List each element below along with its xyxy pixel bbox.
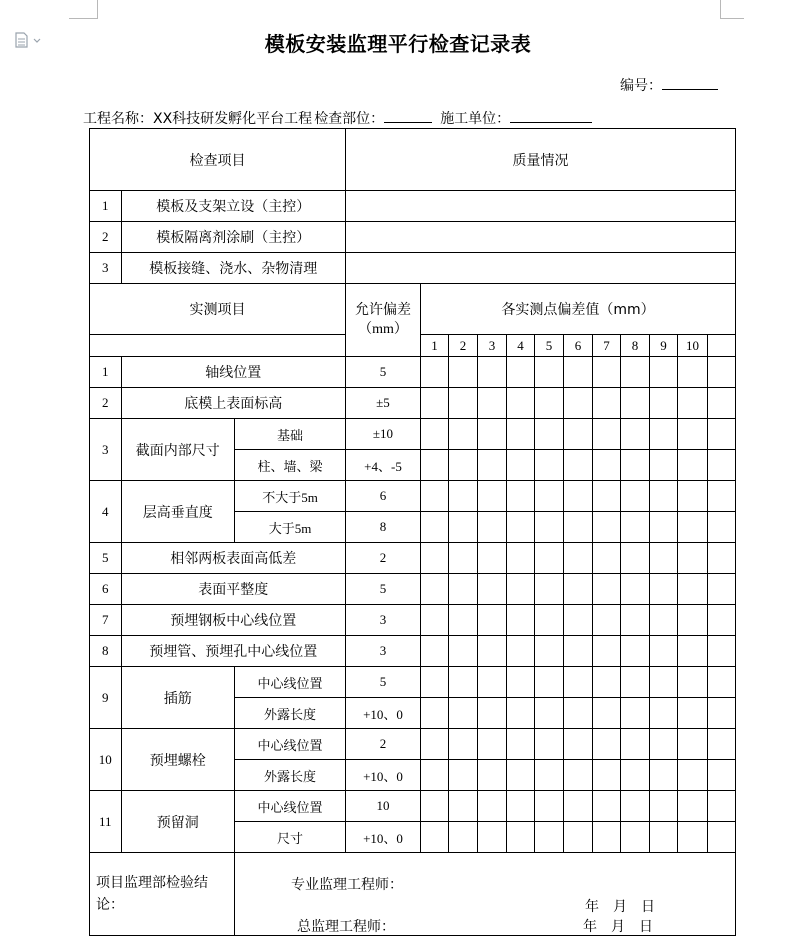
measure-value-cell[interactable] <box>650 605 678 636</box>
measure-row <box>90 636 736 667</box>
measure-item-label: 插筋 <box>121 667 234 729</box>
measure-value-cell[interactable] <box>650 822 678 853</box>
measure-row <box>90 667 736 698</box>
row-number: 11 <box>90 791 122 853</box>
measure-value-cell[interactable] <box>478 512 507 543</box>
measure-value-cell[interactable] <box>593 729 621 760</box>
measure-row <box>90 605 736 636</box>
measure-value-cell[interactable] <box>621 698 650 729</box>
measure-value-cell[interactable] <box>564 729 593 760</box>
measure-value-cell[interactable] <box>535 357 564 388</box>
measure-value-cell[interactable] <box>708 605 736 636</box>
measure-value-cell[interactable] <box>650 419 678 450</box>
measure-sub-item-label: 尺寸 <box>235 822 346 853</box>
chief-signature-label: 总监理工程师： <box>297 918 395 935</box>
measure-value-cell[interactable] <box>535 791 564 822</box>
row-number: 3 <box>90 253 122 284</box>
measure-item-label: 预埋管、预埋孔中心线位置 <box>121 636 345 667</box>
measure-value-cell[interactable] <box>593 822 621 853</box>
measure-value-cell[interactable] <box>449 698 478 729</box>
point-number: 9 <box>650 335 678 357</box>
tolerance-value: 3 <box>346 605 421 636</box>
page-title: 模板安装监理平行检查记录表 <box>264 32 532 56</box>
tolerance-value: +10、0 <box>346 822 421 853</box>
measure-sub-item-label: 不大于5m <box>235 481 346 512</box>
conclusion-label: 项目监理部检验结论： <box>90 853 235 936</box>
measure-value-cell[interactable] <box>421 636 449 667</box>
measure-value-cell[interactable] <box>564 636 593 667</box>
measure-item-label: 预埋螺栓 <box>121 729 234 791</box>
measure-value-cell[interactable] <box>449 667 478 698</box>
measure-value-cell[interactable] <box>507 822 535 853</box>
engineer-signature-label: 专业监理工程师： <box>291 876 403 893</box>
measure-value-cell[interactable] <box>421 822 449 853</box>
construction-unit-blank <box>510 110 592 123</box>
measure-value-cell[interactable] <box>449 481 478 512</box>
measure-value-cell[interactable] <box>564 450 593 481</box>
measure-value-cell[interactable] <box>593 760 621 791</box>
measure-value-cell[interactable] <box>507 543 535 574</box>
measure-value-cell[interactable] <box>507 698 535 729</box>
blank-cell <box>708 335 736 357</box>
measure-value-cell[interactable] <box>564 698 593 729</box>
measure-value-cell[interactable] <box>535 729 564 760</box>
measure-value-cell[interactable] <box>593 791 621 822</box>
measure-value-cell[interactable] <box>535 543 564 574</box>
measure-value-cell[interactable] <box>678 667 708 698</box>
measure-value-cell[interactable] <box>708 574 736 605</box>
measure-value-cell[interactable] <box>708 729 736 760</box>
measure-value-cell[interactable] <box>507 760 535 791</box>
measure-value-cell[interactable] <box>421 357 449 388</box>
measure-value-cell[interactable] <box>650 450 678 481</box>
measure-value-cell[interactable] <box>593 605 621 636</box>
measure-value-cell[interactable] <box>449 357 478 388</box>
measure-value-cell[interactable] <box>478 760 507 791</box>
measure-value-cell[interactable] <box>421 481 449 512</box>
point-number: 8 <box>621 335 650 357</box>
measure-row <box>90 419 736 450</box>
tolerance-value: 2 <box>346 543 421 574</box>
measure-row <box>90 357 736 388</box>
row-number: 3 <box>90 419 122 481</box>
measure-item-label: 轴线位置 <box>121 357 345 388</box>
measure-value-cell[interactable] <box>421 791 449 822</box>
quality-cell[interactable] <box>346 222 736 253</box>
measure-value-cell[interactable] <box>449 760 478 791</box>
measure-value-cell[interactable] <box>621 512 650 543</box>
measure-value-cell[interactable] <box>621 822 650 853</box>
measure-value-cell[interactable] <box>621 388 650 419</box>
measure-sub-item-label: 中心线位置 <box>235 729 346 760</box>
measure-value-cell[interactable] <box>478 419 507 450</box>
measure-value-cell[interactable] <box>507 667 535 698</box>
check-item-header: 检查项目 <box>90 129 346 191</box>
measure-value-cell[interactable] <box>621 760 650 791</box>
measure-value-cell[interactable] <box>449 636 478 667</box>
check-item-label: 模板接缝、浇水、杂物清理 <box>121 253 345 284</box>
measure-value-cell[interactable] <box>708 667 736 698</box>
row-number: 1 <box>90 191 122 222</box>
measure-value-cell[interactable] <box>507 388 535 419</box>
construction-unit-label: 施工单位： <box>440 111 511 127</box>
record-number-label: 编号： <box>620 78 662 94</box>
measure-sub-item-label: 中心线位置 <box>235 791 346 822</box>
measure-value-cell[interactable] <box>678 450 708 481</box>
engineer-date: 年 月 日 <box>585 898 655 915</box>
measure-value-cell[interactable] <box>593 481 621 512</box>
measure-value-cell[interactable] <box>621 450 650 481</box>
measure-value-cell[interactable] <box>478 574 507 605</box>
project-info <box>83 108 592 128</box>
point-number: 1 <box>421 335 449 357</box>
measure-item-label: 相邻两板表面高低差 <box>121 543 345 574</box>
measure-value-cell[interactable] <box>678 512 708 543</box>
measure-row <box>90 481 736 512</box>
measure-value-cell[interactable] <box>678 636 708 667</box>
measure-item-label: 截面内部尺寸 <box>121 419 234 481</box>
measure-value-cell[interactable] <box>449 729 478 760</box>
tolerance-value: 8 <box>346 512 421 543</box>
measure-value-cell[interactable] <box>650 574 678 605</box>
measure-value-cell[interactable] <box>708 791 736 822</box>
measure-value-cell[interactable] <box>650 791 678 822</box>
crop-mark <box>97 0 98 18</box>
measure-value-cell[interactable] <box>564 419 593 450</box>
measure-value-cell[interactable] <box>708 822 736 853</box>
measure-value-cell[interactable] <box>593 543 621 574</box>
quality-cell[interactable] <box>346 253 736 284</box>
measure-header-row <box>90 284 736 335</box>
inspect-part-blank <box>384 110 432 123</box>
measure-value-cell[interactable] <box>564 760 593 791</box>
measure-value-cell[interactable] <box>449 822 478 853</box>
measure-value-cell[interactable] <box>678 388 708 419</box>
tolerance-header-unit: （mm） <box>358 322 408 337</box>
tolerance-value: 2 <box>346 729 421 760</box>
measure-value-cell[interactable] <box>621 636 650 667</box>
row-number: 6 <box>90 574 122 605</box>
measure-value-cell[interactable] <box>621 543 650 574</box>
tolerance-value: 10 <box>346 791 421 822</box>
measure-value-cell[interactable] <box>650 512 678 543</box>
measure-value-cell[interactable] <box>564 543 593 574</box>
point-number: 4 <box>507 335 535 357</box>
measure-value-cell[interactable] <box>564 357 593 388</box>
measure-value-cell[interactable] <box>564 791 593 822</box>
measure-value-cell[interactable] <box>678 574 708 605</box>
measure-value-cell[interactable] <box>535 667 564 698</box>
check-item-label: 模板隔离剂涂刷（主控） <box>121 222 345 253</box>
tolerance-header <box>346 284 421 357</box>
measure-value-cell[interactable] <box>507 636 535 667</box>
measure-value-cell[interactable] <box>507 574 535 605</box>
measure-value-cell[interactable] <box>564 574 593 605</box>
measure-value-cell[interactable] <box>564 822 593 853</box>
check-item-label: 模板及支架立设（主控） <box>121 191 345 222</box>
measure-value-cell[interactable] <box>621 481 650 512</box>
measure-row <box>90 543 736 574</box>
measure-sub-item-label: 中心线位置 <box>235 667 346 698</box>
measure-value-cell[interactable] <box>650 760 678 791</box>
measure-value-cell[interactable] <box>650 667 678 698</box>
measure-value-cell[interactable] <box>593 512 621 543</box>
measure-value-cell[interactable] <box>421 450 449 481</box>
measure-value-cell[interactable] <box>621 419 650 450</box>
check-row <box>90 222 736 253</box>
measure-value-cell[interactable] <box>564 667 593 698</box>
measure-row <box>90 388 736 419</box>
measure-value-cell[interactable] <box>535 481 564 512</box>
measure-value-cell[interactable] <box>535 760 564 791</box>
inspect-part-label: 检查部位： <box>314 111 385 127</box>
measure-value-cell[interactable] <box>421 388 449 419</box>
measure-value-cell[interactable] <box>678 481 708 512</box>
measure-value-cell[interactable] <box>564 605 593 636</box>
row-number: 7 <box>90 605 122 636</box>
measure-value-cell[interactable] <box>621 574 650 605</box>
measure-sub-item-label: 外露长度 <box>235 760 346 791</box>
measure-value-cell[interactable] <box>478 481 507 512</box>
row-number: 10 <box>90 729 122 791</box>
measure-value-cell[interactable] <box>421 729 449 760</box>
measure-value-cell[interactable] <box>708 636 736 667</box>
measure-value-cell[interactable] <box>421 760 449 791</box>
measure-value-cell[interactable] <box>421 667 449 698</box>
measure-sub-item-label: 基础 <box>235 419 346 450</box>
measure-value-cell[interactable] <box>708 543 736 574</box>
measure-value-cell[interactable] <box>535 450 564 481</box>
tolerance-value: +10、0 <box>346 698 421 729</box>
measure-value-cell[interactable] <box>421 512 449 543</box>
measure-value-cell[interactable] <box>478 450 507 481</box>
measure-value-cell[interactable] <box>708 760 736 791</box>
measure-value-cell[interactable] <box>564 481 593 512</box>
measure-value-cell[interactable] <box>449 791 478 822</box>
measure-value-cell[interactable] <box>478 388 507 419</box>
measure-value-cell[interactable] <box>708 388 736 419</box>
signature-area[interactable] <box>235 853 736 936</box>
measure-value-cell[interactable] <box>478 543 507 574</box>
measure-value-cell[interactable] <box>478 667 507 698</box>
measure-value-cell[interactable] <box>507 357 535 388</box>
measure-value-cell[interactable] <box>449 388 478 419</box>
measure-value-cell[interactable] <box>650 388 678 419</box>
tolerance-value: +4、-5 <box>346 450 421 481</box>
measure-value-cell[interactable] <box>678 698 708 729</box>
measure-value-cell[interactable] <box>678 543 708 574</box>
measure-value-cell[interactable] <box>449 574 478 605</box>
row-number: 1 <box>90 357 122 388</box>
measure-value-cell[interactable] <box>621 667 650 698</box>
measure-row <box>90 574 736 605</box>
point-number: 10 <box>678 335 708 357</box>
tolerance-header-line: 允许偏差 <box>355 302 411 318</box>
row-number: 4 <box>90 481 122 543</box>
inspection-table <box>89 128 736 936</box>
measure-value-cell[interactable] <box>621 791 650 822</box>
measure-value-cell[interactable] <box>593 574 621 605</box>
check-row <box>90 191 736 222</box>
measure-value-cell[interactable] <box>507 605 535 636</box>
tolerance-value: 5 <box>346 574 421 605</box>
measure-value-cell[interactable] <box>678 357 708 388</box>
measure-value-cell[interactable] <box>678 822 708 853</box>
measure-item-label: 底模上表面标高 <box>121 388 345 419</box>
measure-value-cell[interactable] <box>421 698 449 729</box>
measure-value-cell[interactable] <box>708 357 736 388</box>
tolerance-value: +10、0 <box>346 760 421 791</box>
measure-value-cell[interactable] <box>421 605 449 636</box>
measure-value-cell[interactable] <box>421 419 449 450</box>
measure-value-cell[interactable] <box>621 729 650 760</box>
measure-row <box>90 791 736 822</box>
measure-value-cell[interactable] <box>478 357 507 388</box>
point-number: 3 <box>478 335 507 357</box>
measure-value-cell[interactable] <box>708 698 736 729</box>
measure-value-cell[interactable] <box>449 512 478 543</box>
crop-mark <box>69 18 98 19</box>
tolerance-value: 6 <box>346 481 421 512</box>
measure-value-cell[interactable] <box>650 729 678 760</box>
crop-mark <box>720 0 721 18</box>
row-number: 8 <box>90 636 122 667</box>
project-name-label: 工程名称：XX科技研发孵化平台工程 <box>83 111 313 127</box>
tolerance-value: 3 <box>346 636 421 667</box>
measure-value-cell[interactable] <box>621 357 650 388</box>
measure-row <box>90 729 736 760</box>
measure-value-cell[interactable] <box>535 636 564 667</box>
point-number: 7 <box>593 335 621 357</box>
measure-value-cell[interactable] <box>507 729 535 760</box>
measure-sub-item-label: 大于5m <box>235 512 346 543</box>
measure-value-cell[interactable] <box>708 512 736 543</box>
quality-cell[interactable] <box>346 191 736 222</box>
measure-value-cell[interactable] <box>650 481 678 512</box>
measure-value-cell[interactable] <box>535 822 564 853</box>
tolerance-value: ±5 <box>346 388 421 419</box>
measure-value-cell[interactable] <box>449 450 478 481</box>
measure-value-cell[interactable] <box>449 605 478 636</box>
measure-value-cell[interactable] <box>708 419 736 450</box>
measure-item-header: 实测项目 <box>90 284 346 335</box>
signature-box <box>235 854 735 935</box>
point-number: 5 <box>535 335 564 357</box>
measure-value-cell[interactable] <box>507 419 535 450</box>
measure-value-cell[interactable] <box>564 388 593 419</box>
record-number-blank <box>662 77 718 90</box>
measure-item-label: 预埋钢板中心线位置 <box>121 605 345 636</box>
point-number: 2 <box>449 335 478 357</box>
measure-value-cell[interactable] <box>478 636 507 667</box>
measure-value-cell[interactable] <box>535 512 564 543</box>
measure-value-cell[interactable] <box>478 698 507 729</box>
measure-value-cell[interactable] <box>478 791 507 822</box>
measure-sub-item-label: 外露长度 <box>235 698 346 729</box>
measure-value-cell[interactable] <box>593 357 621 388</box>
check-row <box>90 253 736 284</box>
measure-value-cell[interactable] <box>535 419 564 450</box>
measure-value-cell[interactable] <box>650 636 678 667</box>
measure-value-cell[interactable] <box>535 605 564 636</box>
row-number: 5 <box>90 543 122 574</box>
measure-item-label: 预留洞 <box>121 791 234 853</box>
measure-value-cell[interactable] <box>593 636 621 667</box>
measure-item-label: 层高垂直度 <box>121 481 234 543</box>
measure-value-cell[interactable] <box>678 791 708 822</box>
measure-value-cell[interactable] <box>593 419 621 450</box>
row-number: 2 <box>90 222 122 253</box>
signature-row <box>90 853 736 936</box>
measure-value-cell[interactable] <box>593 388 621 419</box>
measure-value-cell[interactable] <box>678 605 708 636</box>
points-header: 各实测点偏差值（mm） <box>421 284 736 335</box>
tolerance-value: 5 <box>346 357 421 388</box>
measure-value-cell[interactable] <box>593 450 621 481</box>
measure-value-cell[interactable] <box>449 543 478 574</box>
measure-value-cell[interactable] <box>678 729 708 760</box>
measure-value-cell[interactable] <box>650 543 678 574</box>
measure-value-cell[interactable] <box>593 698 621 729</box>
measure-item-label: 表面平整度 <box>121 574 345 605</box>
measure-value-cell[interactable] <box>421 574 449 605</box>
measure-value-cell[interactable] <box>708 481 736 512</box>
measure-value-cell[interactable] <box>507 791 535 822</box>
record-number <box>620 75 718 95</box>
row-number: 2 <box>90 388 122 419</box>
quality-header: 质量情况 <box>346 129 736 191</box>
measure-value-cell[interactable] <box>650 698 678 729</box>
crop-mark <box>720 18 744 19</box>
measure-value-cell[interactable] <box>678 419 708 450</box>
measure-value-cell[interactable] <box>535 574 564 605</box>
measure-value-cell[interactable] <box>564 512 593 543</box>
measure-value-cell[interactable] <box>650 357 678 388</box>
chief-date: 年 月 日 <box>583 918 653 935</box>
measure-value-cell[interactable] <box>708 450 736 481</box>
measure-value-cell[interactable] <box>621 605 650 636</box>
measure-value-cell[interactable] <box>678 760 708 791</box>
measure-value-cell[interactable] <box>535 388 564 419</box>
blank-cell <box>90 335 346 357</box>
measure-value-cell[interactable] <box>535 698 564 729</box>
tolerance-value: 5 <box>346 667 421 698</box>
tolerance-value: ±10 <box>346 419 421 450</box>
measure-value-cell[interactable] <box>507 450 535 481</box>
measure-value-cell[interactable] <box>507 481 535 512</box>
measure-sub-item-label: 柱、墙、梁 <box>235 450 346 481</box>
measure-value-cell[interactable] <box>421 543 449 574</box>
point-number: 6 <box>564 335 593 357</box>
measure-value-cell[interactable] <box>593 667 621 698</box>
measure-value-cell[interactable] <box>478 729 507 760</box>
measure-value-cell[interactable] <box>478 822 507 853</box>
measure-value-cell[interactable] <box>507 512 535 543</box>
measure-value-cell[interactable] <box>449 419 478 450</box>
row-number: 9 <box>90 667 122 729</box>
measure-value-cell[interactable] <box>478 605 507 636</box>
